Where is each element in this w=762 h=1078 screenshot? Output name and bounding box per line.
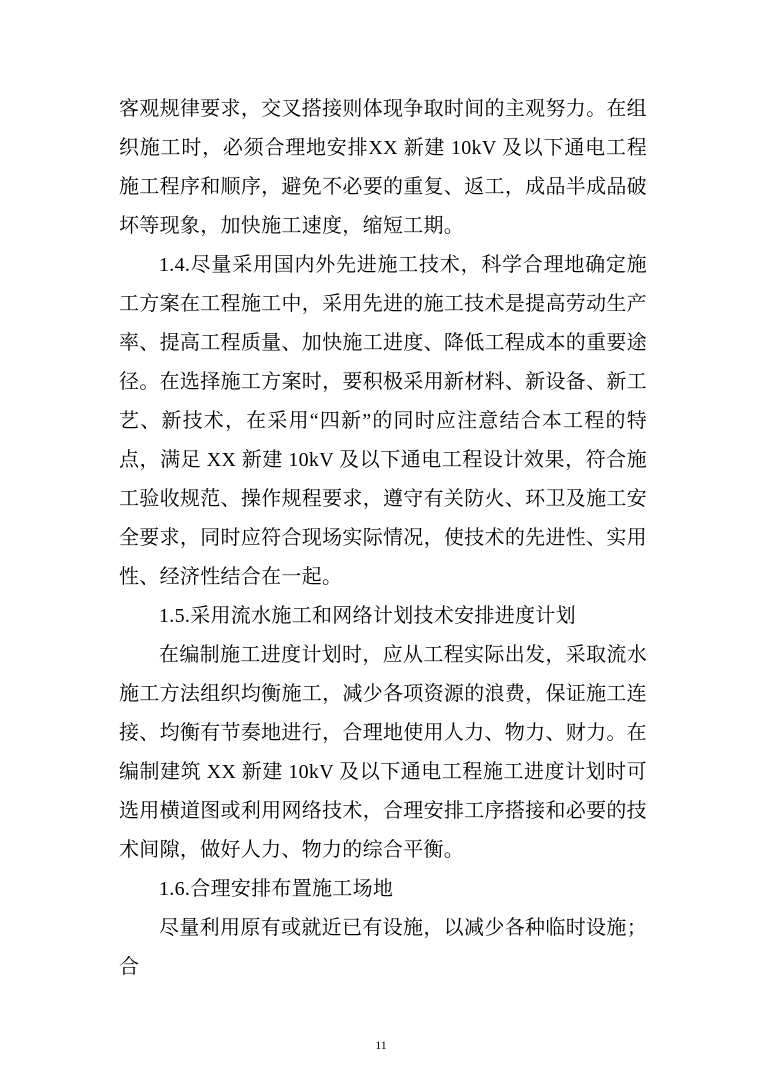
- paragraph-section-1-4: 1.4.尽量采用国内外先进施工技术，科学合理地确定施工方案在工程施工中，采用先进的施工技术是提高劳动生产率、提高工程质量、加快施工进度、降低工程成本的重要途径。在选择施工方案时，要积极采用新材料、新设备、新工艺、新技术，在采用“四新”的同时应注意结合本工程的特点，满足 XX 新建 10kV 及以下通电工程设计效果，符合施工验收规范、操作规程要求，遵守有关防火、环卫及施工安全要求，同时应符合现场实际情况，使技术的先进性、实用性、经济性结合在一起。: [119, 254, 647, 588]
- text-block: [119, 90, 647, 987]
- paragraph-section-1-5-body: 在编制施工进度计划时，应从工程实际出发，采取流水施工方法组织均衡施工，减少各项资源的浪费，保证施工连接、均衡有节奏地进行，合理地使用人力、物力、财力。在编制建筑 XX 新建 10kV 及以下通电工程施工进度计划时可选用横道图或利用网络技术，合理安排工序搭接和必要的技术间隙，做好人力、物力的综合平衡。: [119, 644, 647, 861]
- paragraph-section-1-6-heading: 1.6.合理安排布置施工场地: [159, 878, 394, 900]
- paragraph-section-1-6-body: 尽量利用原有或就近已有设施，以减少各种临时设施；合: [119, 917, 647, 978]
- paragraph-section-1-5-heading: 1.5.采用流水施工和网络计划技术安排进度计划: [159, 605, 576, 627]
- page-number: 11: [375, 1038, 387, 1052]
- paragraph-continuation: 客观规律要求，交叉搭接则体现争取时间的主观努力。在组织施工时，必须合理地安排XX 新建 10kV 及以下通电工程施工程序和顺序，避免不必要的重复、返工，成品半成品破坏等现象，加快施工速度，缩短工期。: [119, 98, 647, 237]
